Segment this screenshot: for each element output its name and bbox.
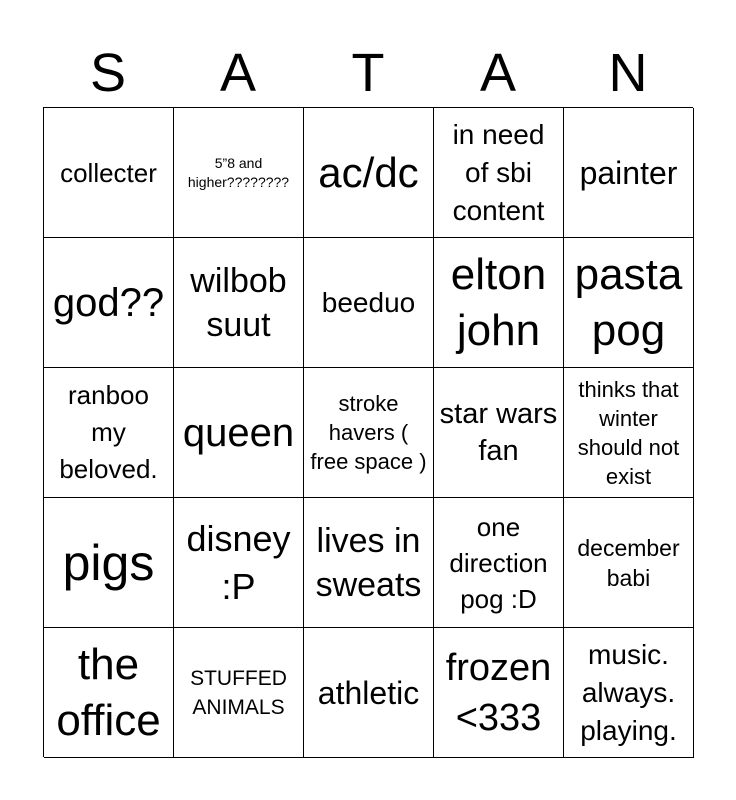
bingo-cell[interactable]	[434, 108, 564, 238]
cell-text: ranboo my beloved.	[59, 380, 158, 484]
bingo-cell[interactable]	[304, 238, 434, 368]
header-letter-4: A	[479, 43, 517, 103]
bingo-cell[interactable]	[564, 368, 694, 498]
cell-text: collecter	[60, 157, 157, 188]
cell-text: queen	[182, 410, 295, 455]
bingo-cell[interactable]	[304, 368, 434, 498]
cell-text: god??	[52, 280, 165, 325]
bingo-header	[43, 40, 693, 106]
bingo-cell[interactable]	[174, 368, 304, 498]
bingo-cell[interactable]	[174, 498, 304, 628]
bingo-cell[interactable]	[174, 628, 304, 758]
cell-text: the office	[56, 639, 161, 745]
bingo-board	[43, 107, 693, 757]
header-letter-1: S	[89, 43, 127, 103]
cell-text: 5”8 and higher????????	[187, 154, 290, 190]
cell-text: elton john	[450, 249, 547, 355]
cell-text: athletic	[317, 674, 420, 711]
cell-text: thinks that winter should not exist	[577, 376, 680, 489]
cell-text: one direction pog :D	[449, 511, 548, 614]
bingo-cell[interactable]	[44, 368, 174, 498]
cell-text: disney :P	[186, 517, 291, 607]
cell-text: frozen <333	[445, 646, 552, 739]
cell-text: music. always. playing.	[580, 638, 677, 746]
cell-text: pigs	[62, 534, 155, 591]
cell-text: pasta pog	[574, 249, 683, 355]
bingo-cell[interactable]	[434, 498, 564, 628]
cell-text: stroke havers ( free space )	[310, 391, 427, 474]
bingo-cell[interactable]	[174, 108, 304, 238]
bingo-cell[interactable]	[44, 628, 174, 758]
cell-text: lives in sweats	[315, 521, 422, 604]
bingo-cell[interactable]	[564, 108, 694, 238]
cell-text: beeduo	[321, 286, 416, 318]
bingo-cell[interactable]	[44, 498, 174, 628]
bingo-cell[interactable]	[564, 498, 694, 628]
cell-text: december babi	[577, 534, 680, 591]
bingo-cell[interactable]	[564, 238, 694, 368]
bingo-cell[interactable]	[434, 238, 564, 368]
header-letter-3: T	[351, 43, 385, 103]
bingo-cell[interactable]	[44, 238, 174, 368]
bingo-cell[interactable]	[304, 498, 434, 628]
bingo-cell[interactable]	[434, 628, 564, 758]
cell-text: in need of sbi content	[452, 118, 545, 226]
bingo-cell[interactable]	[564, 628, 694, 758]
header-letter-5: N	[608, 43, 648, 103]
cell-text: painter	[579, 154, 678, 191]
bingo-cell[interactable]	[304, 108, 434, 238]
cell-text: STUFFED ANIMALS	[190, 666, 287, 719]
cell-text: star wars fan	[439, 397, 558, 467]
bingo-cell[interactable]	[44, 108, 174, 238]
cell-text: ac/dc	[318, 148, 419, 196]
header-letter-2: A	[219, 43, 257, 103]
cell-text: wilbob suut	[190, 261, 287, 344]
bingo-cell[interactable]	[304, 628, 434, 758]
bingo-cell[interactable]	[174, 238, 304, 368]
bingo-cell[interactable]	[434, 368, 564, 498]
